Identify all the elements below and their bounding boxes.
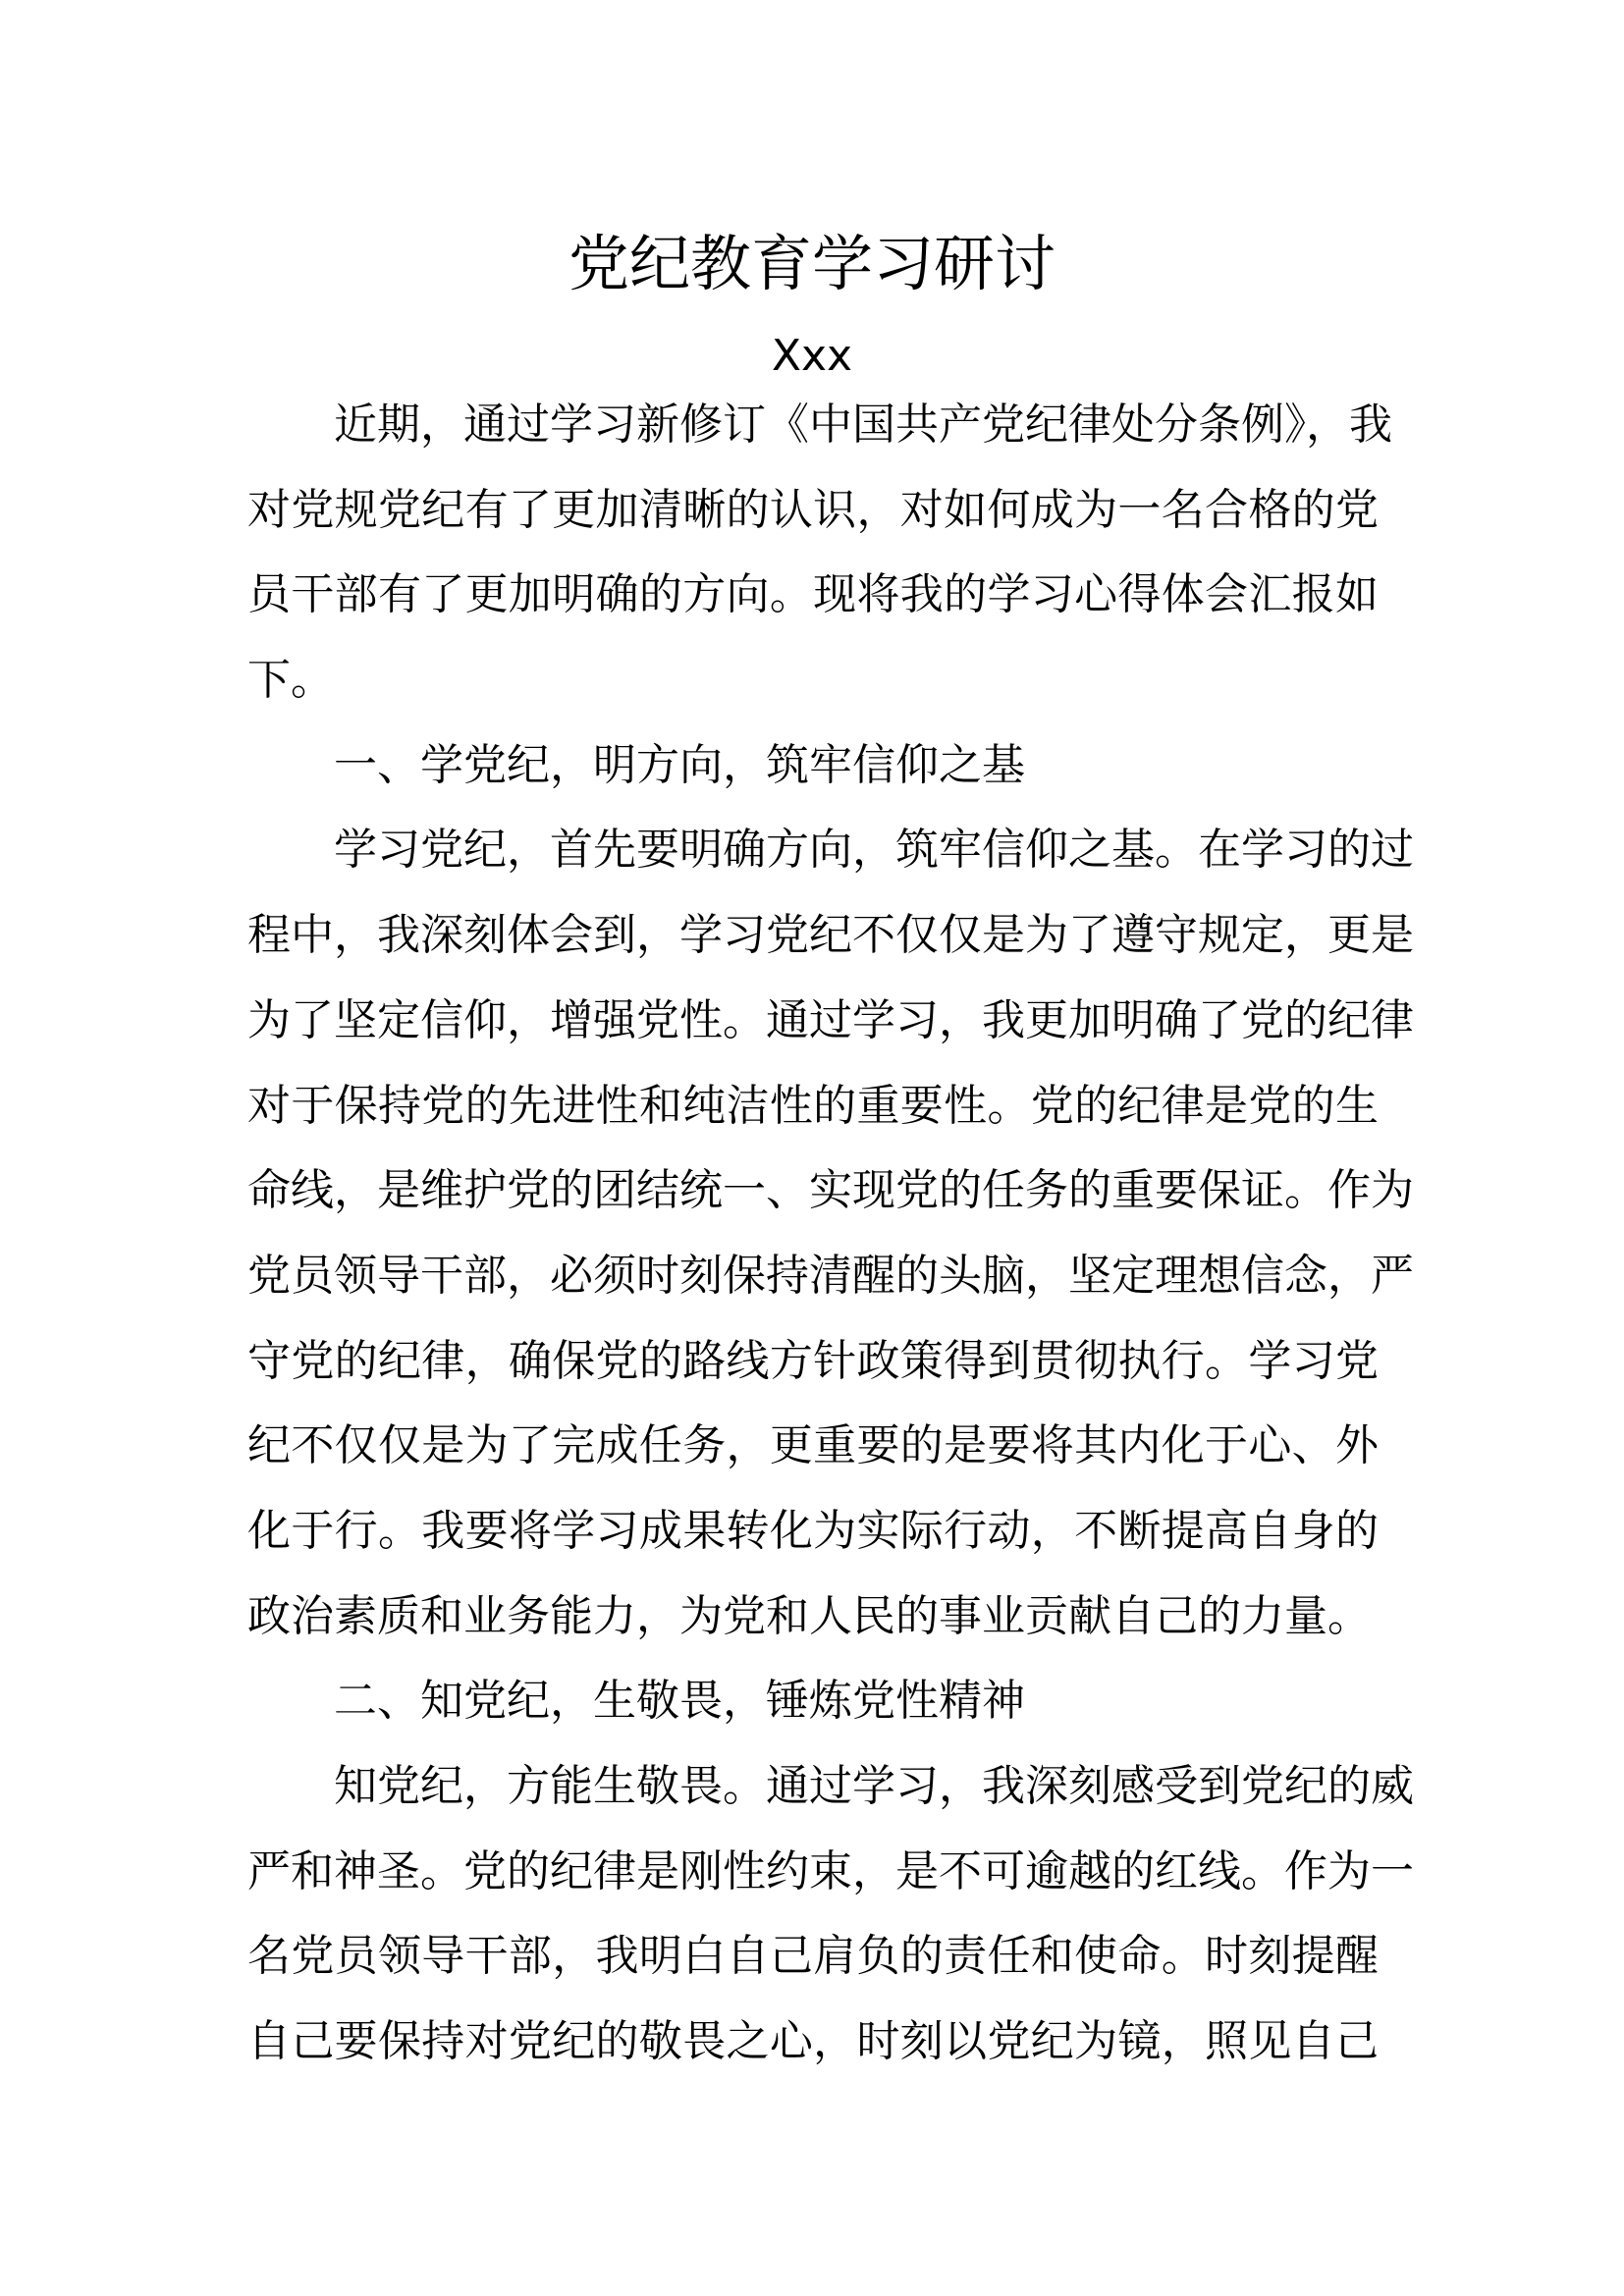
paragraph-line: 名党员领导干部，我明白自己肩负的责任和使命。时刻提醒 (247, 1931, 1379, 1982)
paragraph-line: 下。 (247, 655, 334, 706)
paragraph-line: 为了坚定信仰，增强党性。通过学习，我更加明确了党的纪律 (247, 994, 1414, 1045)
paragraph-line: 党员领导干部，必须时刻保持清醒的头脑，坚定理想信念，严 (247, 1250, 1414, 1301)
paragraph-line: 学习党纪，首先要明确方向，筑牢信仰之基。在学习的过 (334, 825, 1414, 876)
paragraph-line: 知党纪，方能生敬畏。通过学习，我深刻感受到党纪的威 (334, 1761, 1414, 1811)
paragraph-line: 命线，是维护党的团结统一、实现党的任务的重要保证。作为 (247, 1165, 1414, 1216)
paragraph-line: 员干部有了更加明确的方向。现将我的学习心得体会汇报如 (247, 569, 1379, 620)
paragraph-line: 近期，通过学习新修订《中国共产党纪律处分条例》，我 (334, 400, 1392, 450)
document-title: 党纪教育学习研讨 (568, 228, 1056, 299)
paragraph-line: 对党规党纪有了更加清晰的认识，对如何成为一名合格的党 (247, 484, 1379, 535)
paragraph-line: 守党的纪律，确保党的路线方针政策得到贯彻执行。学习党 (247, 1335, 1379, 1386)
section-heading-1: 一、学党纪，明方向，筑牢信仰之基 (334, 739, 1025, 790)
document-body (247, 393, 1414, 2095)
paragraph-line: 纪不仅仅是为了完成任务，更重要的是要将其内化于心、外 (247, 1420, 1379, 1471)
paragraph-line: 严和神圣。党的纪律是刚性约束，是不可逾越的红线。作为一 (247, 1845, 1414, 1896)
document-author: Xxx (771, 331, 853, 381)
paragraph-line: 自己要保持对党纪的敬畏之心，时刻以党纪为镜，照见自己 (247, 2016, 1379, 2067)
paragraph-line: 化于行。我要将学习成果转化为实际行动，不断提高自身的 (247, 1505, 1379, 1556)
paragraph-line: 政治素质和业务能力，为党和人民的事业贡献自己的力量。 (247, 1590, 1371, 1641)
paragraph-line: 程中，我深刻体会到，学习党纪不仅仅是为了遵守规定，更是 (247, 910, 1414, 961)
paragraph-line: 对于保持党的先进性和纯洁性的重要性。党的纪律是党的生 (247, 1080, 1379, 1131)
section-heading-2: 二、知党纪，生敬畏，锤炼党性精神 (334, 1676, 1025, 1727)
